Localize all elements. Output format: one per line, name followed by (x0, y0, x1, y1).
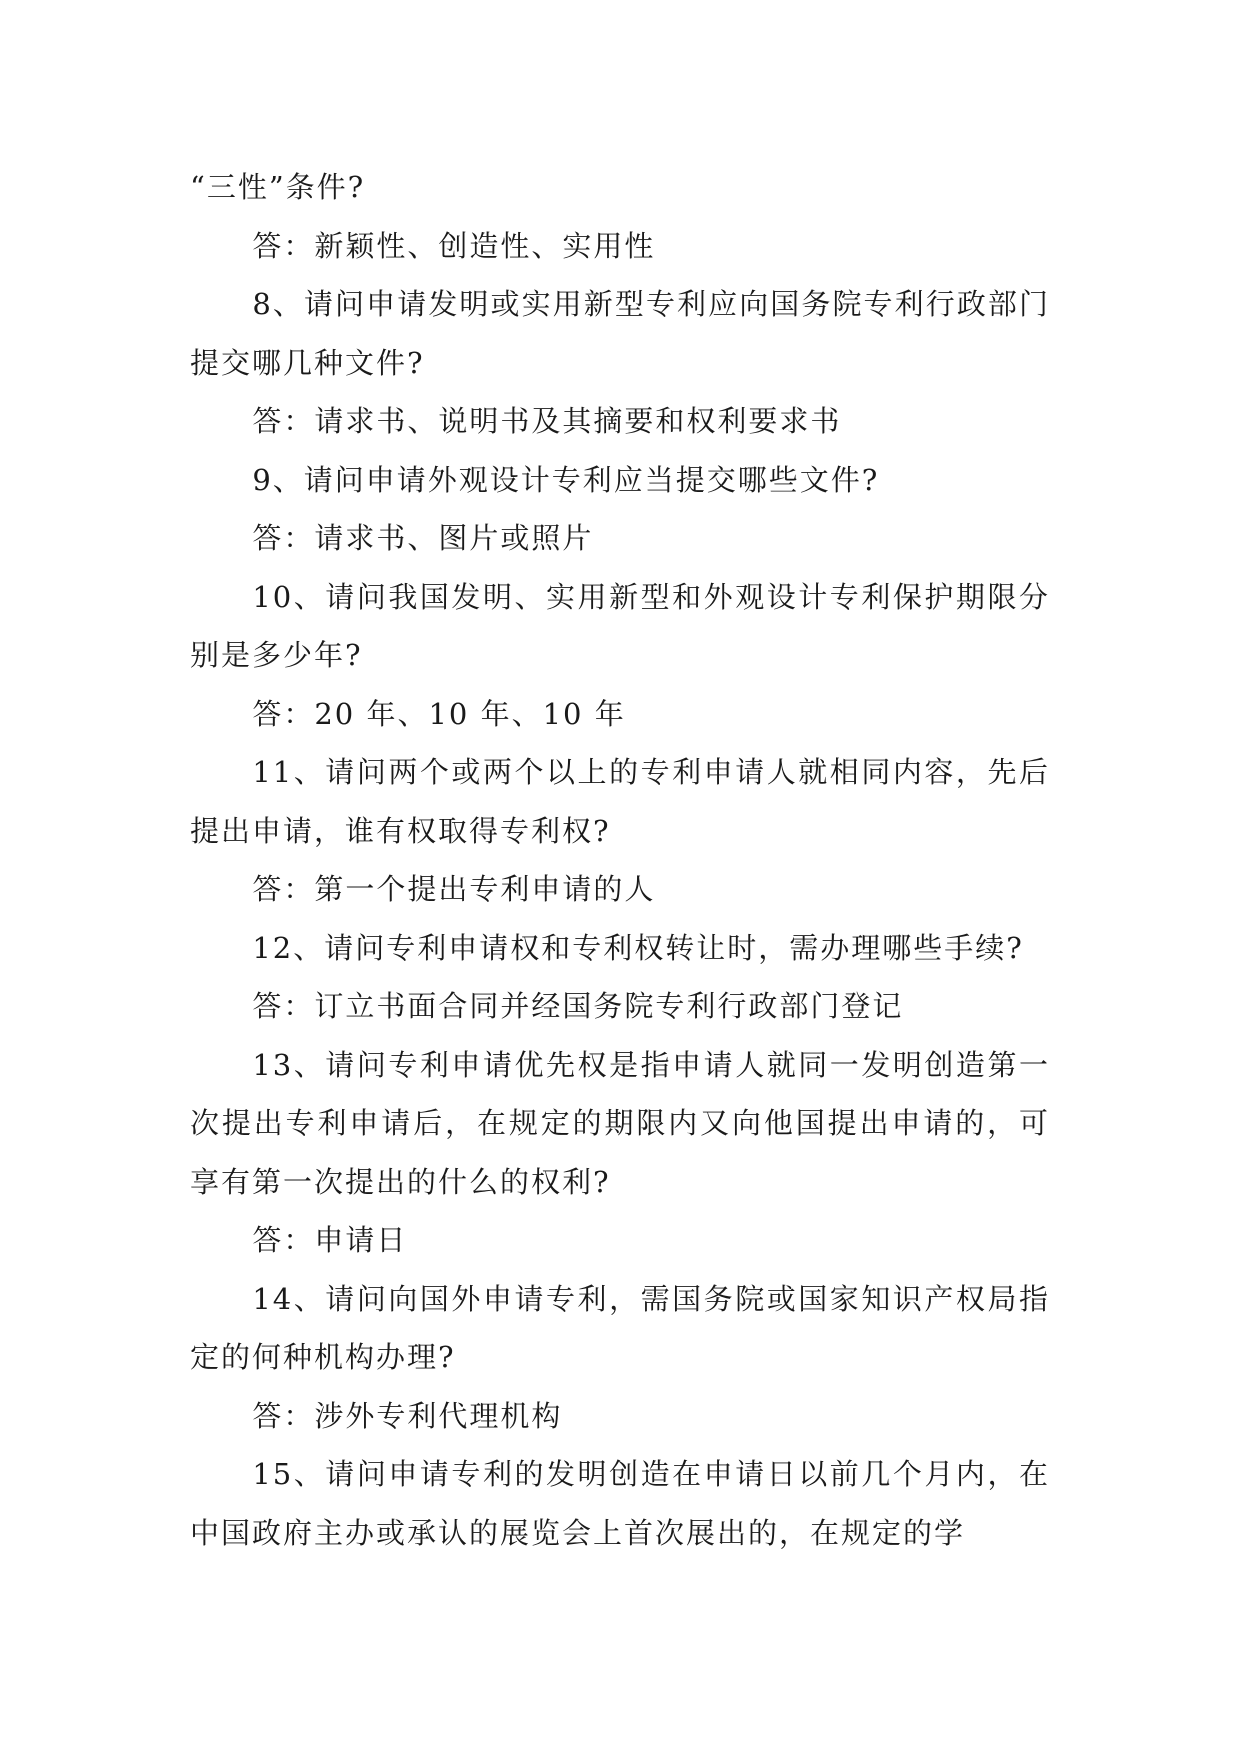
question-paragraph: 13、请问专利申请优先权是指申请人就同一发明创造第一次提出专利申请后，在规定的期限内又向他国提出申请的，可享有第一次提出的什么的权利? (190, 1047, 1050, 1199)
document-body (190, 158, 1050, 1562)
answer-paragraph: 答：涉外专利代理机构 (252, 1398, 563, 1433)
question-continuation: “三性”条件? (190, 170, 366, 204)
question-paragraph: 15、请问申请专利的发明创造在申请日以前几个月内，在中国政府主办或承认的展览会上首次展出的，在规定的学 (190, 1457, 1050, 1550)
question-paragraph: 8、请问申请发明或实用新型专利应向国务院专利行政部门提交哪几种文件? (190, 287, 1050, 380)
question-paragraph: 9、请问申请外观设计专利应当提交哪些文件? (252, 462, 880, 497)
question-paragraph: 11、请问两个或两个以上的专利申请人就相同内容，先后提出申请，谁有权取得专利权? (190, 755, 1050, 848)
answer-paragraph: 答：新颖性、创造性、实用性 (252, 228, 656, 263)
answer-paragraph: 答：请求书、说明书及其摘要和权利要求书 (252, 404, 842, 438)
answer-paragraph: 答：订立书面合同并经国务院专利行政部门登记 (252, 989, 904, 1023)
answer-paragraph: 答：申请日 (252, 1223, 408, 1257)
answer-paragraph: 答：请求书、图片或照片 (252, 521, 594, 555)
answer-paragraph: 答：第一个提出专利申请的人 (252, 872, 656, 906)
question-paragraph: 14、请问向国外申请专利，需国务院或国家知识产权局指定的何种机构办理? (190, 1281, 1050, 1374)
question-paragraph: 12、请问专利申请权和专利权转让时，需办理哪些手续? (252, 930, 1024, 965)
question-paragraph: 10、请问我国发明、实用新型和外观设计专利保护期限分别是多少年? (190, 579, 1050, 672)
answer-paragraph: 答：20 年、10 年、10 年 (252, 696, 626, 731)
